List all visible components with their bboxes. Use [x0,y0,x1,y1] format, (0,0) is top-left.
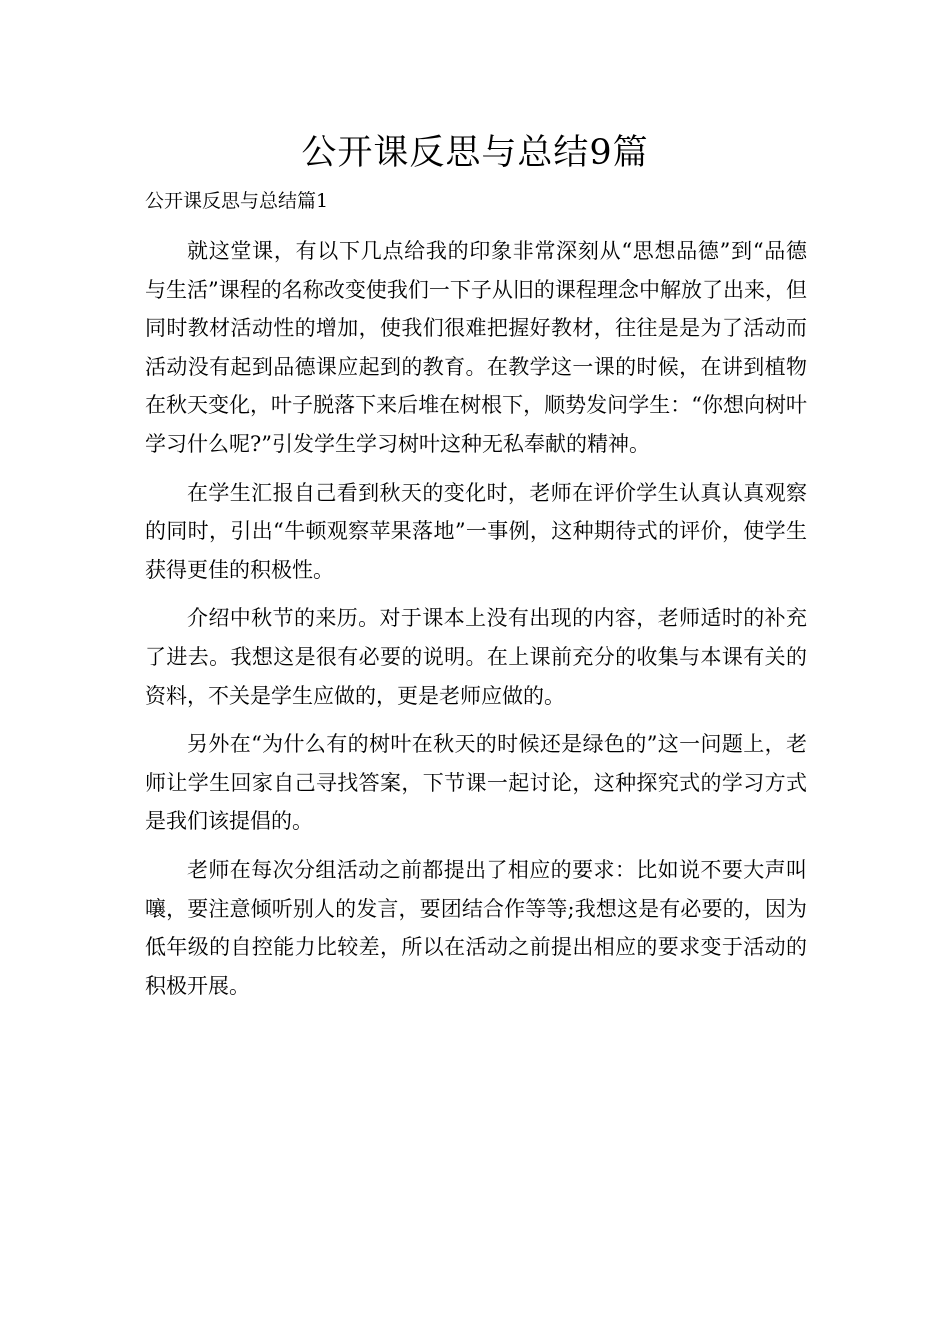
paragraph: 就这堂课，有以下几点给我的印象非常深刻从“思想品德”到“品德与生活”课程的名称改变使我们一下子从旧的课程理念中解放了出来，但同时教材活动性的增加，使我们很难把握好教材，往往是是为了活动而活动没有起到品德课应起到的教育。在教学这一课的时候，在讲到植物在秋天变化，叶子脱落下来后堆在树根下，顺势发问学生：“你想向树叶学习什么呢?”引发学生学习树叶这种无私奉献的精神。 [145,239,807,456]
paragraph: 介绍中秋节的来历。对于课本上没有出现的内容，老师适时的补充了进去。我想这是很有必要的说明。在上课前充分的收集与本课有关的资料，不关是学生应做的，更是老师应做的。 [145,606,807,708]
document-title: 公开课反思与总结9篇 [301,133,649,173]
section-heading: 公开课反思与总结篇1 [145,190,329,212]
document-body [145,232,807,1005]
paragraph: 在学生汇报自己看到秋天的变化时，老师在评价学生认真认真观察的同时，引出“牛顿观察苹果落地”一事例，这种期待式的评价，使学生获得更佳的积极性。 [145,480,807,582]
paragraph: 老师在每次分组活动之前都提出了相应的要求：比如说不要大声叫嚷，要注意倾听别人的发言，要团结合作等等;我想这是有必要的，因为低年级的自控能力比较差，所以在活动之前提出相应的要求变于活动的积极开展。 [145,857,807,998]
paragraph: 另外在“为什么有的树叶在秋天的时候还是绿色的”这一问题上，老师让学生回家自己寻找答案，下节课一起讨论，这种探究式的学习方式是我们该提倡的。 [145,732,807,834]
